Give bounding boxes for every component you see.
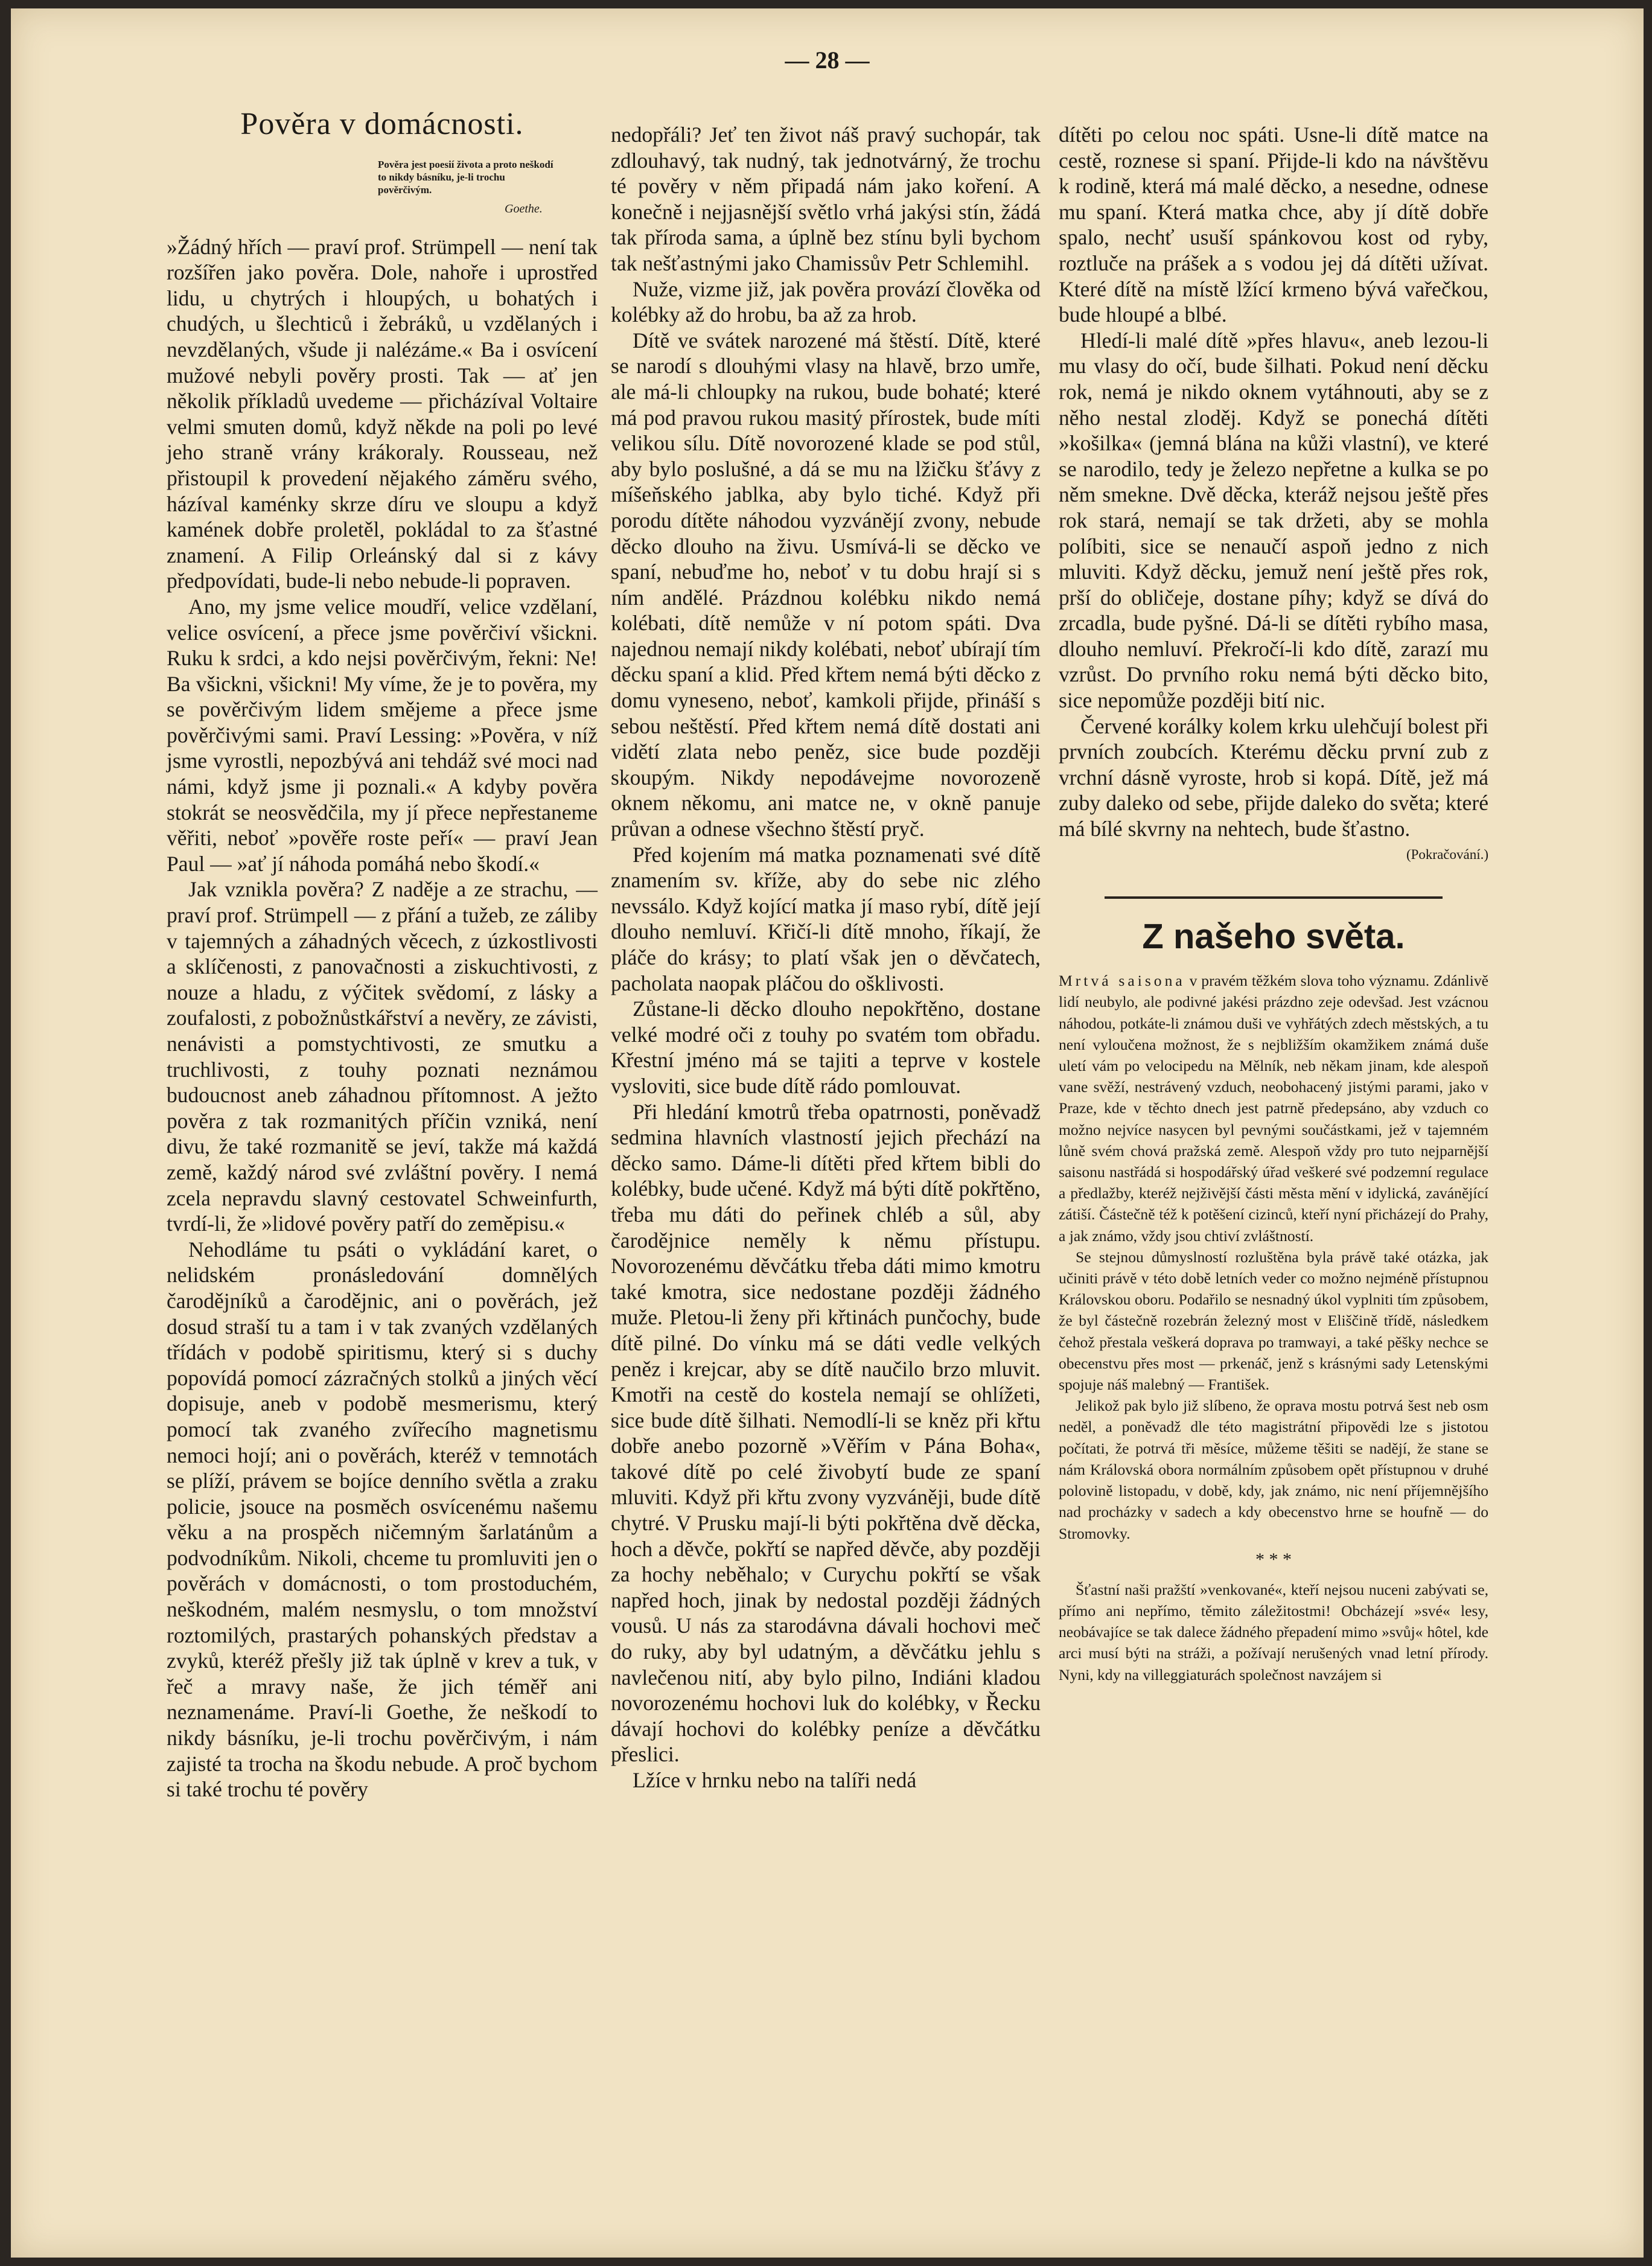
paragraph: dítěti po celou noc spáti. Usne-li dítě matce na cestě, roznese si spaní. Přijde-li kdo na návštěvu k rodině, která má malé děcko, a nesedne, odnese mu spaní. Která matka chce, aby jí dítě dobře spalo, nechť usuší spánkovou kost od ryby, roztluče na prášek a s vodou jej dá dítěti užívat. Které dítě na místě lžící krmeno bývá vařečkou, bude hloupé a blbé. bbox=[1059, 123, 1488, 327]
paragraph bbox=[1059, 970, 1488, 1246]
newspaper-page bbox=[11, 8, 1644, 2258]
page-number: — 28 — bbox=[785, 46, 870, 74]
paragraph: Se stejnou důmyslností rozluštěna byla právě také otázka, jak učiniti právě v této době letních veder co možno nejméně přístupnou Královskou oboru. Podařilo se nesnadný úkol vyplniti tím způsobem, že byl částečně rozebrán železný most v Eliščině třídě, následkem čehož přestala veškerá doprava po tramwayi, a také pěšky nechce se obecenstvu přes most — prkenáč, jenž s krásnými sady Letenskými spojuje náš malebný — František. bbox=[1059, 1248, 1488, 1394]
paragraph: Dítě ve svátek narozené má štěstí. Dítě, které se narodí s dlouhými vlasy na hlavě, brzo umře, ale má-li chloupky na rukou, bude bohaté; které má pod pravou rukou masitý přírostek, bude míti velikou sílu. Dítě novorozené klade se pod stůl, aby bylo poslušné, a dá se mu na lžičku šťávy z míšeňského jablka, aby bylo tiché. Když při porodu dítěte náhodou vyzvánějí zvony, nebude děcko dlouho na živu. Usmívá-li se děcko ve spaní, nebuďme ho, neboť v tu dobu hrají si s ním andělé. Prázdnou kolébku nikdo nemá kolébati, dítě nemůže v ní potom spáti. Dva najednou nemají nikdy kolébati, neboť ubírají tím děcku spaní a klid. Před křtem nemá býti děcko z domu vyneseno, neboť, kamkoli přijde, přináší s sebou neštěstí. Před křtem nemá dítě dostati ani vidětí zlata nebo peněz, sice bude později skoupým. Nikdy nepodávejme novorozeně oknem někomu, ani matce ne, v okně panuje průvan a odnese všechno štěstí pryč. bbox=[611, 328, 1041, 841]
paragraph: nedopřáli? Jeť ten život náš pravý suchopár, tak zdlouhavý, tak nudný, tak jednotvárný, že trochu té pověry v něm připadá nám jako koření. A konečně i nejjasnější světlo vrhá jakýsi stín, žádá tak příroda sama, a úplně bez stínu byli bychom tak nešťastnými jako Chamissův Petr Schlemihl. bbox=[611, 123, 1041, 275]
paragraph: »Žádný hřích — praví prof. Strümpell — není tak rozšířen jako pověra. Dole, nahoře i uprostřed lidu, u chytrých i hloupých, u bohatých i chudých, u šlechticů i žebráků, u vzdělaných i nevzdělaných, všude ji nalézáme.« Ba i osvícení mužové nebyli pověry prosti. Tak — ať jen několik příkladů uvedeme — přicházíval Voltaire velmi smuten domů, když někde na poli po levé jeho straně vrány krákoraly. Rousseau, než přistoupil k provedení nějakého záměru svého, házíval kaménky skrze díru ve sloupu a když kamének dobře proletěl, pokládal to za šťastné znamení. A Filip Orleánský dal si z kávy předpovídati, bude-li nebo nebude-li popraven. bbox=[167, 234, 598, 593]
paragraph: Červené korálky kolem krku ulehčují bolest při prvních zoubcích. Kterému děcku první zub z vrchní dásně vyroste, hrob si kopá. Dítě, jež má zuby daleko od sebe, přijde daleko do světa; které má bílé skvrny na nehtech, bude šťastno. bbox=[1059, 713, 1488, 841]
paragraph: Lžíce v hrnku nebo na talíři nedá bbox=[633, 1768, 917, 1792]
column-2 bbox=[611, 122, 1041, 1793]
paragraph: Jelikož pak bylo již slíbeno, že oprava mostu potrvá šest neb osm neděl, a poněvadž dle této magistrátní připovědi lze s jistotou počítati, že potrvá tři měsíce, můžeme těšiti se nadějí, že stane se nám Královská obora normálním způsobem opět přístupnou v druhé polovině listopadu, v době, kdy, jak známo, nic není příjemnějšího nad procházky v sadech a kdy obecenstvo hrne se houfně — do Stromovky. bbox=[1059, 1397, 1488, 1542]
paragraph: Ano, my jsme velice moudří, velice vzdělaní, velice osvícení, a přece jsme pověrčiví všickni. Ruku k srdci, a kdo nejsi pověrčivým, řekni: Ne! Ba všickni, všickni! My víme, že je to pověra, my se pověrčivým lidem smějeme a přece jsme pověrčivými sami. Praví Lessing: »Pověra, v níž jsme vyrostli, nepozbývá ani tehdáž své moci nad námi, když jsme ji poznali.« A kdyby pověra stokrát se neosvědčila, my jí přece nepřestaneme věřiti, neboť »pověře roste peří« — praví Jean Paul — »ať jí náhoda pomáhá nebo škodí.« bbox=[167, 594, 598, 876]
paragraph: Šťastní naši pražští »venkované«, kteří nejsou nuceni zabývati se, přímo ani nepřímo, těmito záležitostmi! Obcházejí »své« lesy, neobávajíce se tak dalece žádného přepadení mimo »svůj« hôtel, kde arci musí býti na stráži, a požívají nerušených vnad letní přírody. Nyni, kdy na villeggiaturách společnost navzájem si bbox=[1059, 1580, 1488, 1684]
paragraph: Při hledání kmotrů třeba opatrnosti, poněvadž sedmina hlavních vlastností jejich přechází na děcko samo. Dáme-li dítěti před křtem bibli do kolébky, bude učené. Když má býti dítě pokřtěno, třeba mu dáti do peřinek chléb a sůl, aby čarodějnice neměly k němu přístupu. Novorozenému děvčátku třeba dáti mimo kmotru také kmotra, sice nedostane později žádného muže. Pletou-li ženy při křtinách punčochy, bude dítě pilné. Do vínku má se dáti vedle velkých peněz i krejcar, aby se dítě naučilo brzo mluvit. Kmotři na cestě do kostela nemají se ohlížeti, sice bude dítě šilhati. Nemodlí-li se kněz při křtu dobře anebo pozorně »Věřím v Pána Boha«, takové dítě po celé živobytí bude ze spaní mluviti. Když při křtu zvony vyzváněji, bude dítě chytré. V Prusku mají-li býti pokřtěna dvě děcka, hoch a děvče, pokřtí se napřed děvče, aby později za hochy neběhalo; v Curychu pokřtí se však napřed hoch, jinak by nedostal později žádných vousů. U nás za starodávna dávali hochovi meč do ruky, aby byl udatným, a děvčátku jehlu s navlečenou nití, aby bylo pilno, Indiáni kladou novorozenému hochovi luk do kolébky, v Řecku dávají hochovi do kolébky peníze a děvčátku přeslici. bbox=[611, 1099, 1041, 1767]
lead-phrase: Mrtvá saisona bbox=[1059, 972, 1185, 990]
article-title: Pověra v domácnosti. bbox=[240, 107, 524, 141]
paragraph: Hledí-li malé dítě »přes hlavu«, aneb lezou-li mu vlasy do očí, bude šilhati. Pokud není děcku rok, nemá je nikdo oknem vytáhnouti, aby se z něho nestal zloděj. Když se ponechá dítěti »košilka« (jemná blána na kůži vlastní), ve které se narodilo, tedy je železo nepřetne a kulka se po něm smekne. Dvě děcka, kteráž nejsou ještě přes rok stará, nemají se tak držeti, aby se mohla políbiti, sice se nenaučí aspoň jedno z nich mluviti. Když děcku, jemuž není ještě přes rok, prší do obličeje, dostane píhy; když se dívá do zrcadla, bude pyšné. Dá-li se dítěti rybího masa, dlouho nemluví. Překročí-li kdo dítě, zarazí mu vzrůst. Do prvního roku nemá býti děcko bito, sice nepomůže později bití nic. bbox=[1059, 328, 1488, 713]
section-body bbox=[1059, 970, 1488, 1685]
paragraph-text: v pravém těžkém slova toho významu. Zdánlivě lidí neubylo, ale podivné jakési prázdno zeje odevšad. Jest vzácnou náhodou, potkáte-li známou duši ve vyhřátých zdech městských, a tu není vyloučena možnost, že s nejbližším okamžikem známá duše uletí vám po velocipedu na Mělník, neb někam jinam, kde alespoň vane svěží, nestrávený vzduch, neobohacený jistými parami, jako v Praze, kde v těchto dnech jest patrně předepsáno, aby vzduch co možno nejvíce nasycen byl pevnými součástkami, jež v tajemném lůně svém chová pražská země. Alespoň vždy pro tuto nejparnější saisonu nastřádá si hospodářský úřad veškeré své podzemní regulace a předlažby, kteréž nejživější části města mění v idylická, zavánějící zátiší. Částečně též k potěšení cizinců, kteří nyní přicházejí do Prahy, a jak známo, vždy jsou chtiví zvláštností. bbox=[1059, 972, 1488, 1245]
paragraph: Nehodláme tu psáti o vykládání karet, o nelidském pronásledování domnělých čarodějníků a čarodějnic, ani o pověrách, jež dosud straší tu a tam i v tak zvaných vzdělaných třídách v podobě spiritismu, který si s duchy popovídá pomocí zázračných stolků a jiných věcí dopisuje, aneb v podobě mesmerismu, který pomocí tak zvaného zvířecího magnetismu nemoci hojí; ani o pověrách, kteréž v temnotách se plíží, právem se bojíce denního světla a zraku policie, jsouce na posměch osvícenému našemu věku a na prospěch ničemným šarlatánům a podvodníkům. Nikoli, chceme tu promluviti jen o pověrách v domácnosti, o tom prostoduchém, neškodném, malém nesmyslu, o tom množství roztomilých, prastarých pohanských představ a zvyků, kteréž přešly již tak úplně v krev a tuk, v řeč a mravy naše, že jich téměř ani neznamenáme. Praví-li Goethe, že neškodí to nikdy básníku, je-li trochu pověrčivým, i nám zajisté ta trocha na škodu nebude. A proč bychom si také trochu té pověry bbox=[167, 1237, 598, 1802]
continued-note: (Pokračování.) bbox=[1406, 846, 1488, 862]
paragraph: Nuže, vizme již, jak pověra provází člověka od kolébky až do hrobu, ba až za hrob. bbox=[611, 276, 1041, 327]
paragraph: Jak vznikla pověra? Z naděje a ze strachu, — praví prof. Strümpell — z přání a tužeb, ze záliby v tajemných a záhadných věcech, z úzkostlivosti a sklíčenosti, z panovačnosti a ziskuchtivosti, z nouze a hladu, z výčitek svědomí, z lásky a zoufalosti, z pobožnůstkářství a nevěry, ze závisti, nenávisti a pomstychtivosti, ze smutku a truchlivosti, z touhy poznati neznámou budoucnost aneb záhadnou přítomnost. A ježto pověra z tak rozmanitých příčin vzniká, není divu, že také rozmanitě se jeví, takže má každá země, každý národ své zvláštní pověry. I nemá zcela nepravdu slavný cestovatel Schweinfurth, tvrdí-li, že »lidové pověry patří do zeměpisu.« bbox=[167, 877, 598, 1236]
section-divider bbox=[1105, 896, 1443, 899]
motto-author: Goethe. bbox=[505, 202, 543, 215]
section-title: Z našeho světa. bbox=[1142, 917, 1405, 957]
paragraph: Před kojením má matka poznamenati své dítě znamením sv. kříže, aby do sebe nic zlého nevssálo. Když kojící matka jí maso rybí, dítě její dlouho nemluví. Křičí-li dítě mnoho, říkají, že pláče do krásy; to platí však jen o děvčatech, pacholata naopak pláčou do ošklivosti. bbox=[611, 842, 1041, 995]
column-3 bbox=[1059, 122, 1488, 1685]
motto-quote: Pověra jest poesií života a proto neškodí to nikdy básníku, je-li trochu pověrčivým. bbox=[378, 159, 553, 196]
asterism: * * * bbox=[1255, 1549, 1292, 1569]
paragraph: Zůstane-li děcko dlouho nepokřtěno, dostane velké modré oči z touhy po svatém tom obřadu. Křestní jméno má se tajiti a teprve v kostele vysloviti, sice bude dítě rádo pomlouvat. bbox=[611, 997, 1041, 1098]
column-1 bbox=[167, 99, 598, 1802]
